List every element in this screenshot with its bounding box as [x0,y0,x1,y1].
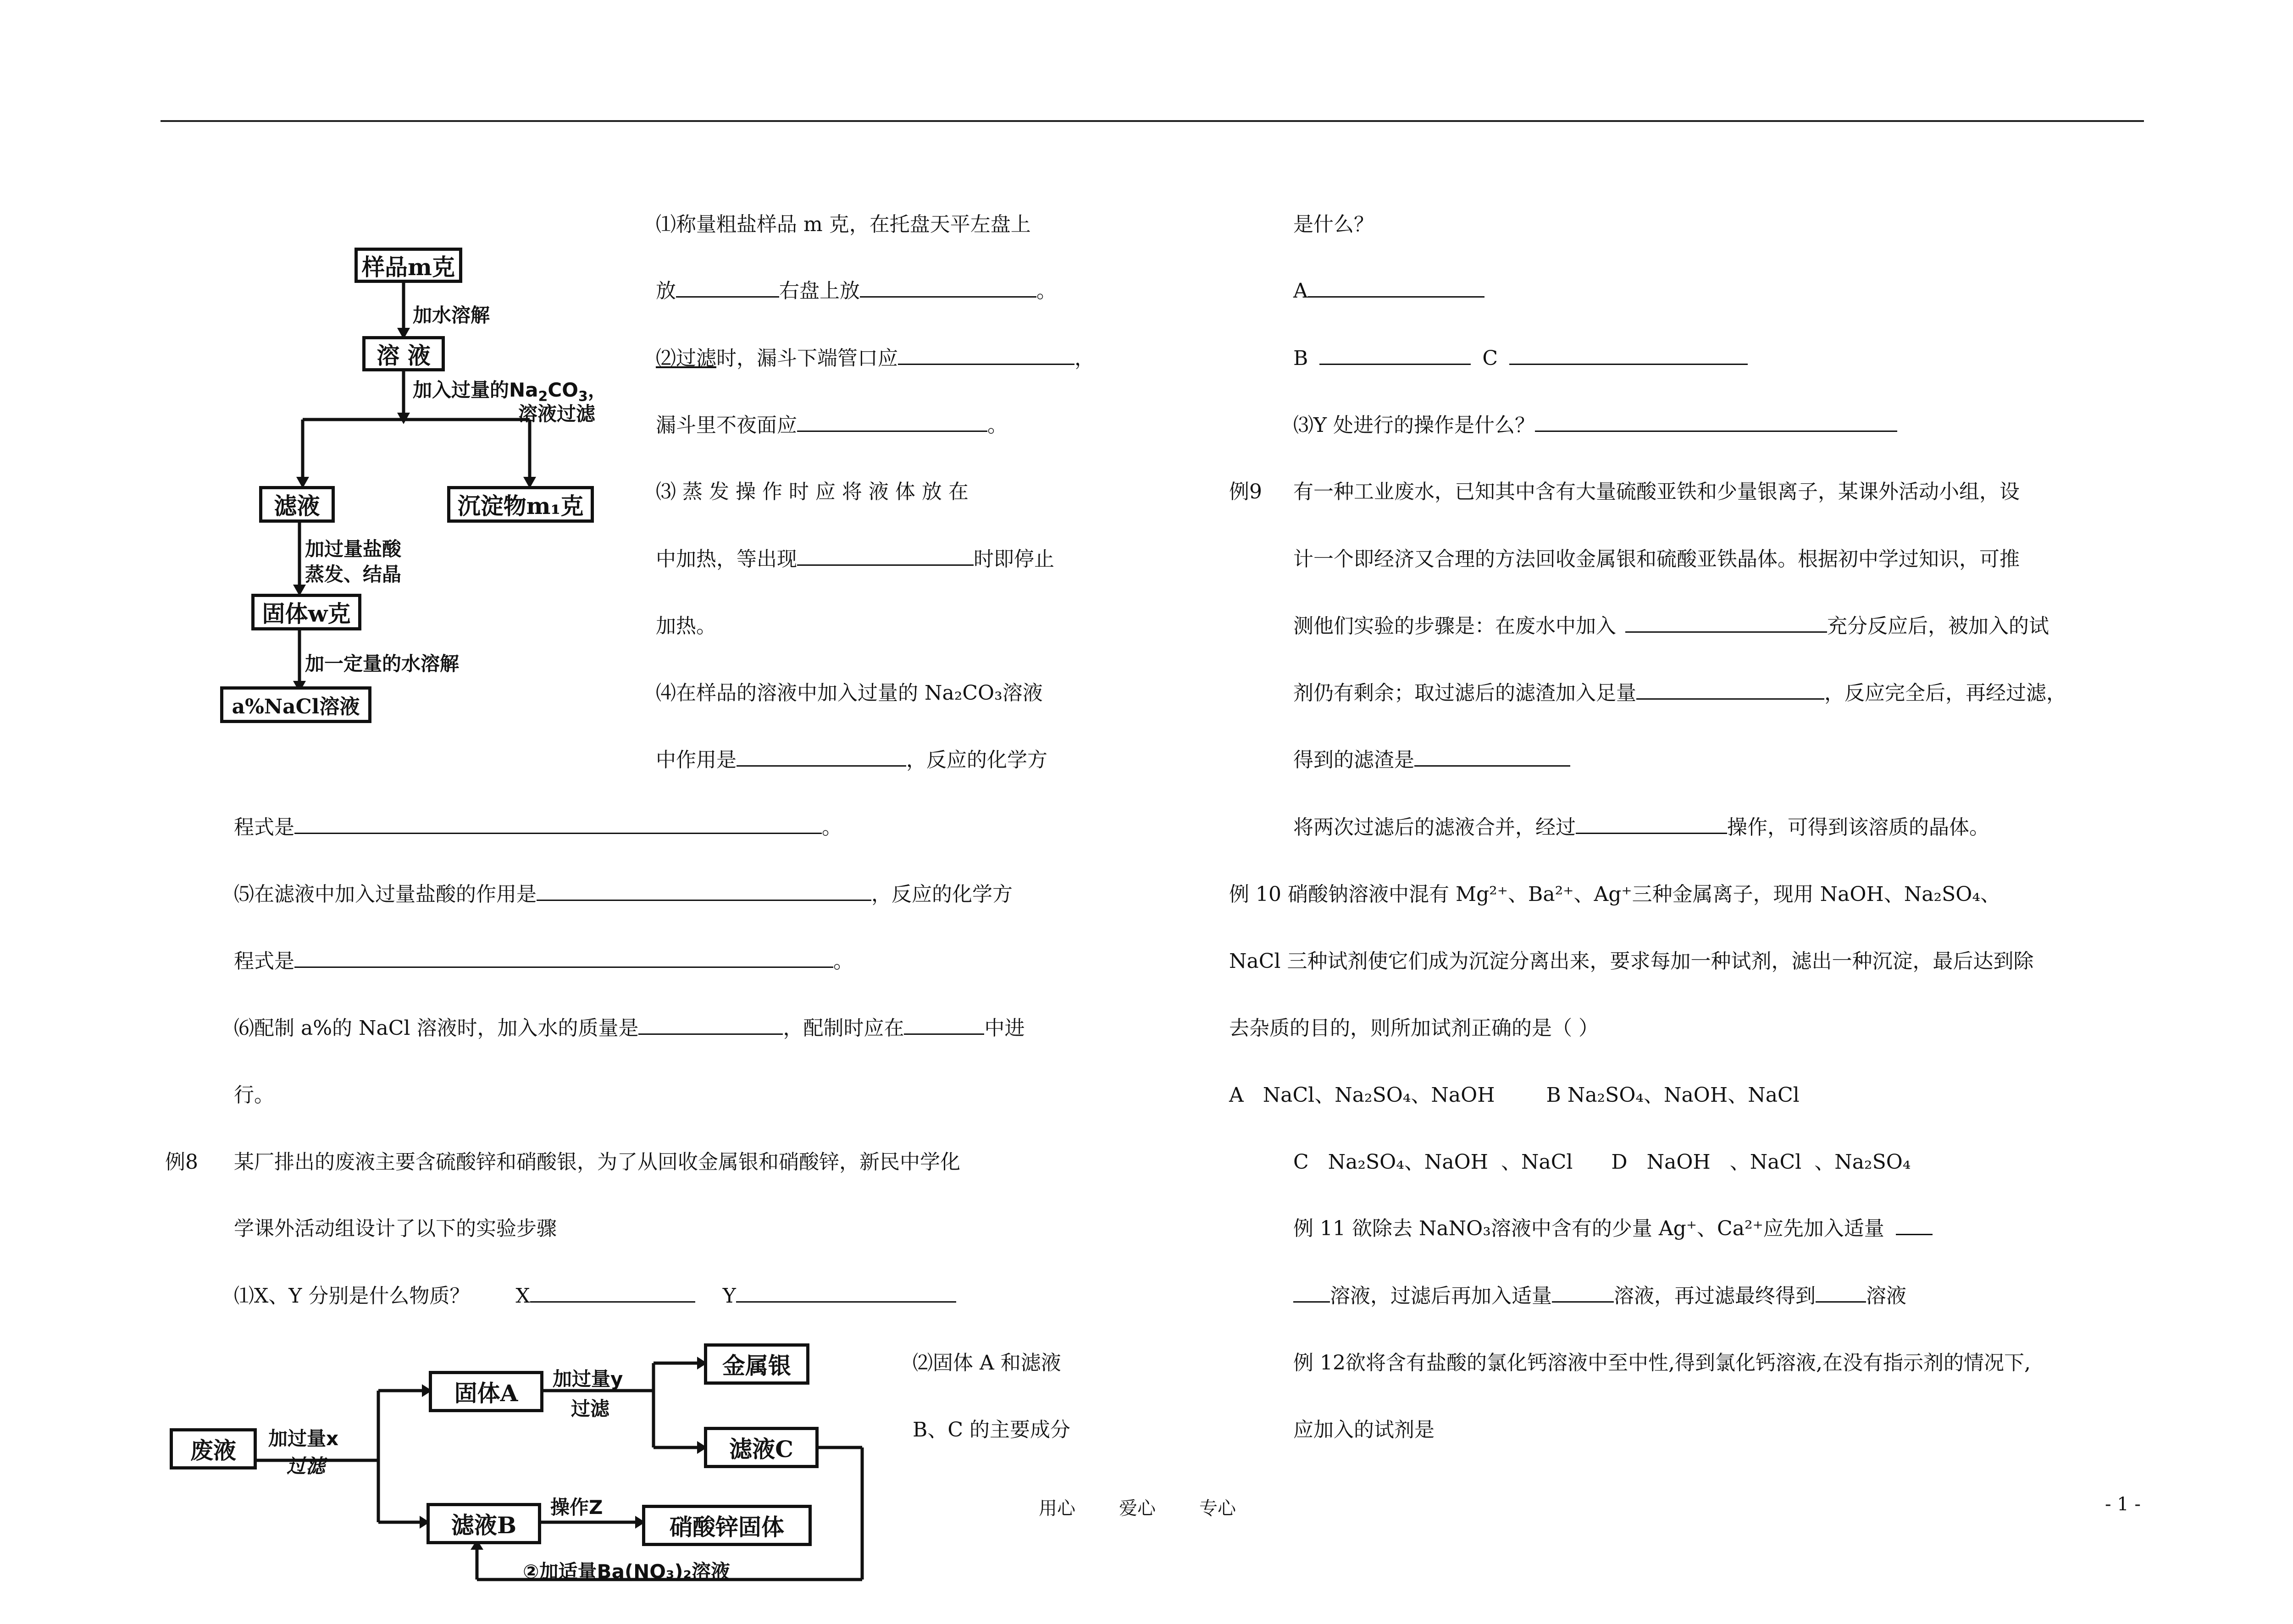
add-y-label: 加过量y [553,1368,623,1390]
ex9-line-f: 将两次过滤后的滤液合并，经过 操作，可得到该溶质的晶体。 [1293,814,1989,841]
silver-box: 金属银 [704,1343,809,1385]
ex9-line-e: 得到的滤渣是 [1293,746,1570,774]
ex9-blank-c[interactable] [1414,747,1570,767]
precipitate-box: 沉淀物m₁克 [447,486,594,523]
ex10-options-ab: A NaCl、Na₂SO₄、NaOH B Na₂SO₄、NaOH、NaCl [1229,1083,1800,1107]
footer-motto-1: 用心 [1039,1498,1075,1519]
ex10-line-a: 例 10 硝酸钠溶液中混有 Mg²⁺、Ba²⁺、Ag⁺三种金属离子，现用 NaOH、Na₂SO₄、 [1229,883,2001,906]
zinc-nitrate-box: 硝酸锌固体 [642,1505,812,1546]
solid-a-box: 固体A [429,1371,543,1412]
q6-line-a: ⑹配制 a%的 NaCl 溶液时，加入水的质量是 ，配制时应在 中进 [234,1015,1025,1042]
ex9-number: 例9 [1229,480,1262,503]
ex10-line-b: NaCl 三种试剂使它们成为沉淀分离出来，要求每加一种试剂，滤出一种沉淀，最后达到除 [1229,950,2034,973]
filter2-label: 过滤 [571,1398,610,1420]
ex9-line-a: 有一种工业废水，已知其中含有大量硫酸亚铁和少量银离子，某课外活动小组，设 [1293,480,2020,503]
ex10-line-c: 去杂质的目的，则所加试剂正确的是（ ） [1229,1016,1599,1040]
ex8-line-b: 学课外活动组设计了以下的实验步骤 [234,1217,557,1240]
q6-line-b: 行。 [234,1083,274,1107]
ex9-line-c: 测他们实验的步骤是：在废水中加入 充分反应后，被加入的试 [1293,613,2049,640]
filter1-label: 过滤 [287,1455,326,1477]
sample-box: 样品m克 [354,248,462,283]
q3-line-a: ⑶ 蒸 发 操 作 时 应 将 液 体 放 在 [656,480,969,503]
filtrate-box: 滤液 [259,486,335,523]
r-line-1: 是什么？ [1293,213,1374,236]
add-hcl-label: 加过量盐酸 [305,538,402,560]
answer-c-blank[interactable] [1509,345,1748,365]
ex11-blank-b[interactable] [1552,1283,1614,1303]
q2-blank-a[interactable] [898,345,1074,365]
q4-line-c: 程式是 。 [234,814,842,841]
ex11-blank-a[interactable] [1896,1215,1933,1235]
ex8-q2-line-b: B、C 的主要成分 [913,1418,1070,1442]
ex9-blank-a[interactable] [1625,613,1827,633]
add-ba-label: ②加适量Ba(NO₃)₂溶液 [523,1560,730,1583]
ex8-q2-line-a: ⑵固体 A 和滤液 [913,1351,1061,1375]
q4-line-b: 中作用是 ，反应的化学方 [656,746,1047,774]
add-x-label: 加过量x [268,1427,339,1450]
op-y-blank[interactable] [1535,412,1897,432]
q5-line-b: 程式是 。 [234,948,853,975]
r-line-4: ⑶Y 处进行的操作是什么？ [1293,412,1897,439]
ex11-line-a: 例 11 欲除去 NaNO₃溶液中含有的少量 Ag⁺、Ca²⁺应先加入适量 [1293,1215,1933,1243]
add-na2co3-label: 加入过量的$Na_2CO_3$， [413,379,607,405]
q1-line-a: ⑴称量粗盐样品 m 克，在托盘天平左盘上 [656,213,1031,236]
answer-b-blank[interactable] [1319,345,1471,365]
ex11-blank-c[interactable] [1816,1283,1866,1303]
q3-line-c: 加热。 [656,614,716,638]
ex9-line-b: 计一个即经济又合理的方法回收金属银和硫酸亚铁晶体。根据初中学过知识，可推 [1293,547,2020,571]
solution-box: 溶 液 [362,336,445,371]
page-number: - 1 - [2105,1494,2141,1515]
q1-line-b: 放 右盘上放 。 [656,277,1057,305]
filtrate-b-box: 滤液B [426,1503,541,1544]
ex8-q1: ⑴X、Y 分别是什么物质？ X Y [234,1282,956,1310]
r-line-2: A [1293,277,1484,305]
ex10-options-cd: C Na₂SO₄、NaOH 、NaCl D NaOH 、NaCl 、Na₂SO₄ [1293,1150,1911,1174]
waste-box: 废液 [170,1428,257,1469]
ex11-blank-a2[interactable] [1293,1283,1330,1303]
dissolve-label: 加水溶解 [413,304,490,326]
ex12-line-a: 例 12欲将含有盐酸的氯化钙溶液中至中性,得到氯化钙溶液,在没有指示剂的情况下, [1293,1351,2031,1375]
r-line-3: B C [1293,345,1748,372]
filtrate-c-box: 滤液C [704,1427,819,1468]
ex9-blank-d[interactable] [1576,814,1727,834]
op-z-label: 操作Z [550,1496,603,1519]
ex8-line-a: 某厂排出的废液主要含硫酸锌和硝酸银，为了从回收金属银和硝酸锌，新民中学化 [234,1150,960,1174]
q2-line-a: ⑵过滤时，漏斗下端管口应 ， [656,345,1095,372]
ex12-line-b: 应加入的试剂是 [1293,1418,1435,1442]
q5-line-a: ⑸在滤液中加入过量盐酸的作用是 ，反应的化学方 [234,881,1013,908]
q3-line-b: 中加热，等出现 时即停止 [656,546,1054,573]
answer-a-blank[interactable] [1308,278,1484,298]
final-solution-box: a%NaCl溶液 [220,686,371,723]
solid-box: 固体w克 [251,594,361,630]
q2-line-b: 漏斗里不夜面应 。 [656,412,1008,439]
filter-label: 溶液过滤 [518,403,596,425]
ex9-blank-b[interactable] [1636,680,1824,700]
ex8-number: 例8 [165,1150,198,1174]
footer-motto-3: 专心 [1199,1498,1236,1519]
q4-line-a: ⑷在样品的溶液中加入过量的 Na₂CO₃溶液 [656,681,1043,705]
footer-motto-2: 爱心 [1119,1498,1156,1519]
evaporate-label: 蒸发、结晶 [305,563,402,586]
ex11-line-b: 溶液，过滤后再加入适量 溶液，再过滤最终得到 溶液 [1293,1282,1906,1310]
add-water-label: 加一定量的水溶解 [305,652,460,675]
ex9-line-d: 剂仍有剩余；取过滤后的滤渣加入足量 ，反应完全后，再经过滤， [1293,679,2066,707]
